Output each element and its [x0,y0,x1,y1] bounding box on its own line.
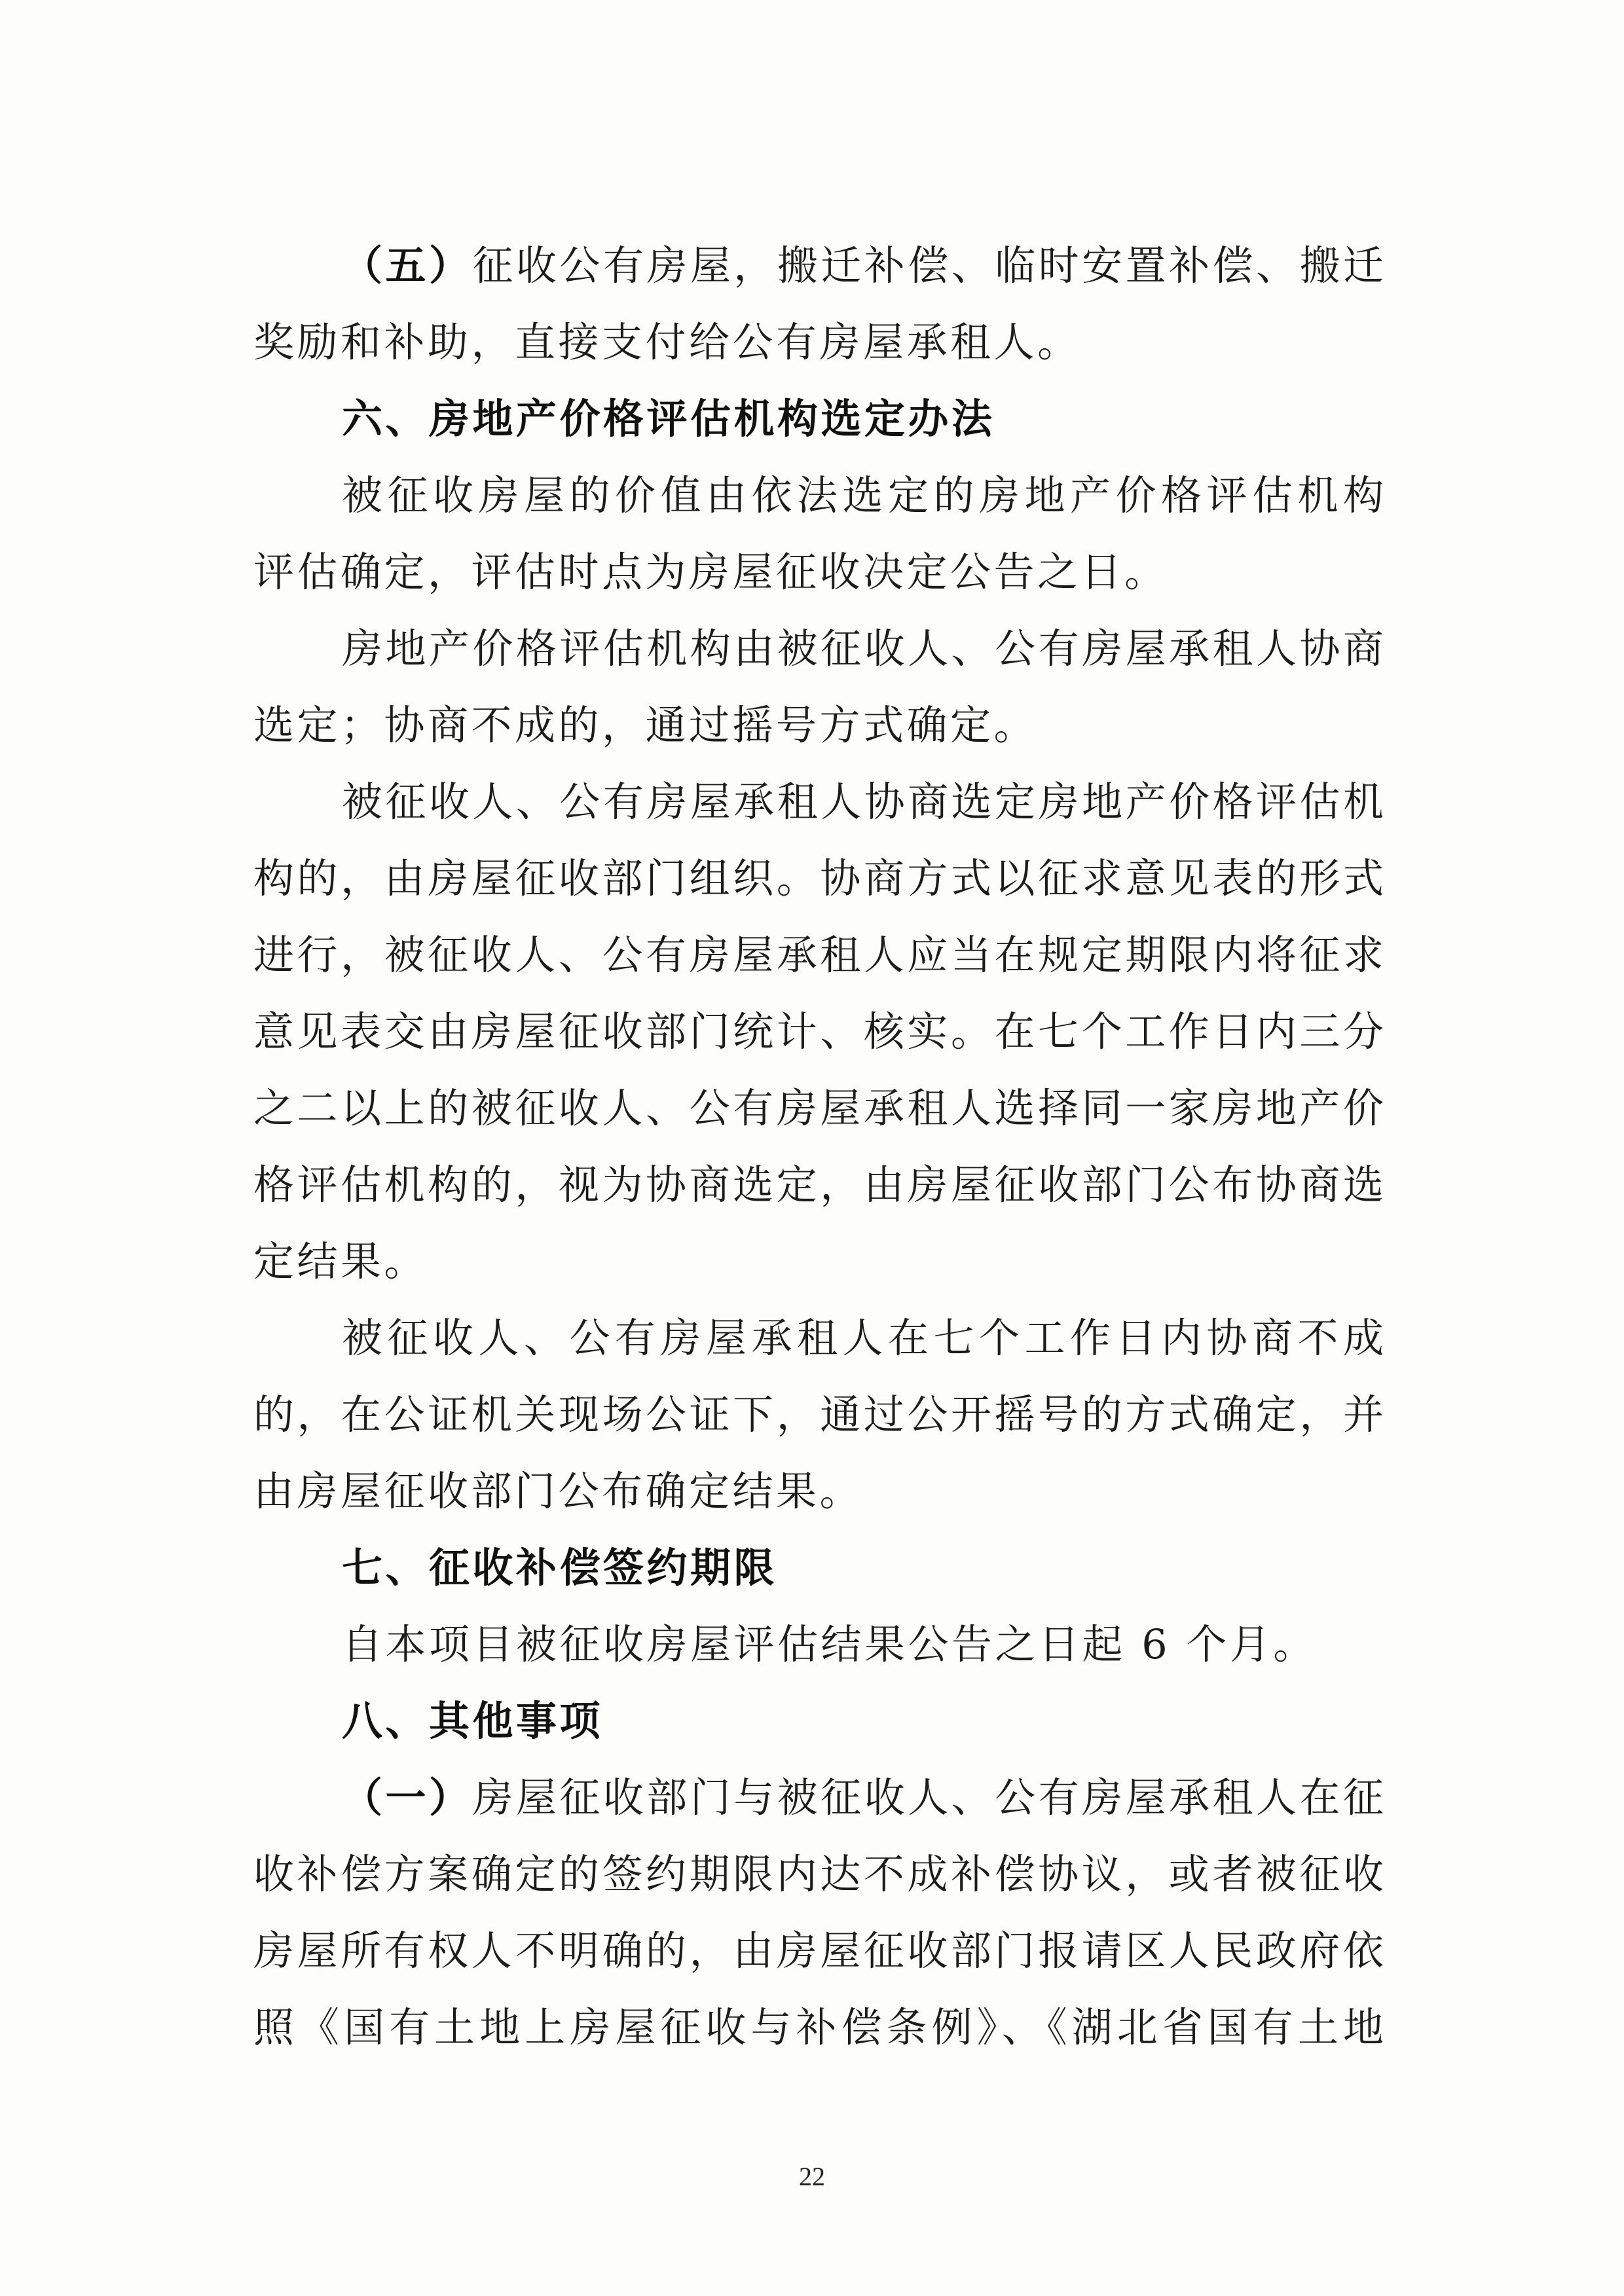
page-number: 22 [799,2162,825,2191]
paragraph-line: 自本项目被征收房屋评估结果公告之日起 6 个月。 [342,1620,1317,1668]
item-marker: （五） [342,242,473,289]
paragraph-line: 被征收人、公有房屋承租人在七个工作日内协商不成 [342,1314,1384,1362]
line-text: 征收公有房屋，搬迁补偿、临时安置补偿、搬迁 [472,242,1384,289]
item-marker: （一） [342,1774,473,1821]
paragraph-line: 选定；协商不成的，通过摇号方式确定。 [253,701,1038,749]
paragraph-line: 奖励和补助，直接支付给公有房屋承租人。 [253,318,1081,366]
paragraph-line [253,227,1384,304]
paragraph-line: 格评估机构的，视为协商选定，由房屋征收部门公布协商选 [253,1161,1384,1209]
line-text: 房屋征收部门与被征收人、公有房屋承租人在征 [472,1774,1384,1821]
paragraph-line: 照《国有土地上房屋征收与补偿条例》、《湖北省国有土地 [253,2003,1384,2051]
paragraph-line: 之二以上的被征收人、公有房屋承租人选择同一家房地产价 [253,1084,1384,1132]
paragraph-line: 评估确定，评估时点为房屋征收决定公告之日。 [253,548,1168,596]
section-heading-8: 八、其他事项 [342,1697,604,1745]
paragraph-line: 房地产价格评估机构由被征收人、公有房屋承租人协商 [342,625,1384,672]
paragraph-line: 的，在公证机关现场公证下，通过公开摇号的方式确定，并 [253,1391,1384,1438]
paragraph-line: 构的，由房屋征收部门组织。协商方式以征求意见表的形式 [253,854,1384,902]
paragraph-line: 进行，被征收人、公有房屋承租人应当在规定期限内将征求 [253,931,1384,979]
section-heading-7: 七、征收补偿签约期限 [342,1544,778,1592]
paragraph-line: 被征收房屋的价值由依法选定的房地产价格评估机构 [342,471,1384,519]
paragraph-line: 由房屋征收部门公布确定结果。 [253,1467,864,1515]
paragraph-line [253,1759,1384,1836]
paragraph-line: 收补偿方案确定的签约期限内达不成补偿协议，或者被征收 [253,1850,1384,1898]
paragraph-line: 被征收人、公有房屋承租人协商选定房地产价格评估机 [342,778,1384,826]
paragraph-line: 意见表交由房屋征收部门统计、核实。在七个工作日内三分 [253,1008,1384,1055]
section-heading-6: 六、房地产价格评估机构选定办法 [342,395,995,443]
paragraph-line: 定结果。 [253,1237,428,1285]
paragraph-line: 房屋所有权人不明确的，由房屋征收部门报请区人民政府依 [253,1927,1384,1975]
body-text [253,227,1384,2066]
